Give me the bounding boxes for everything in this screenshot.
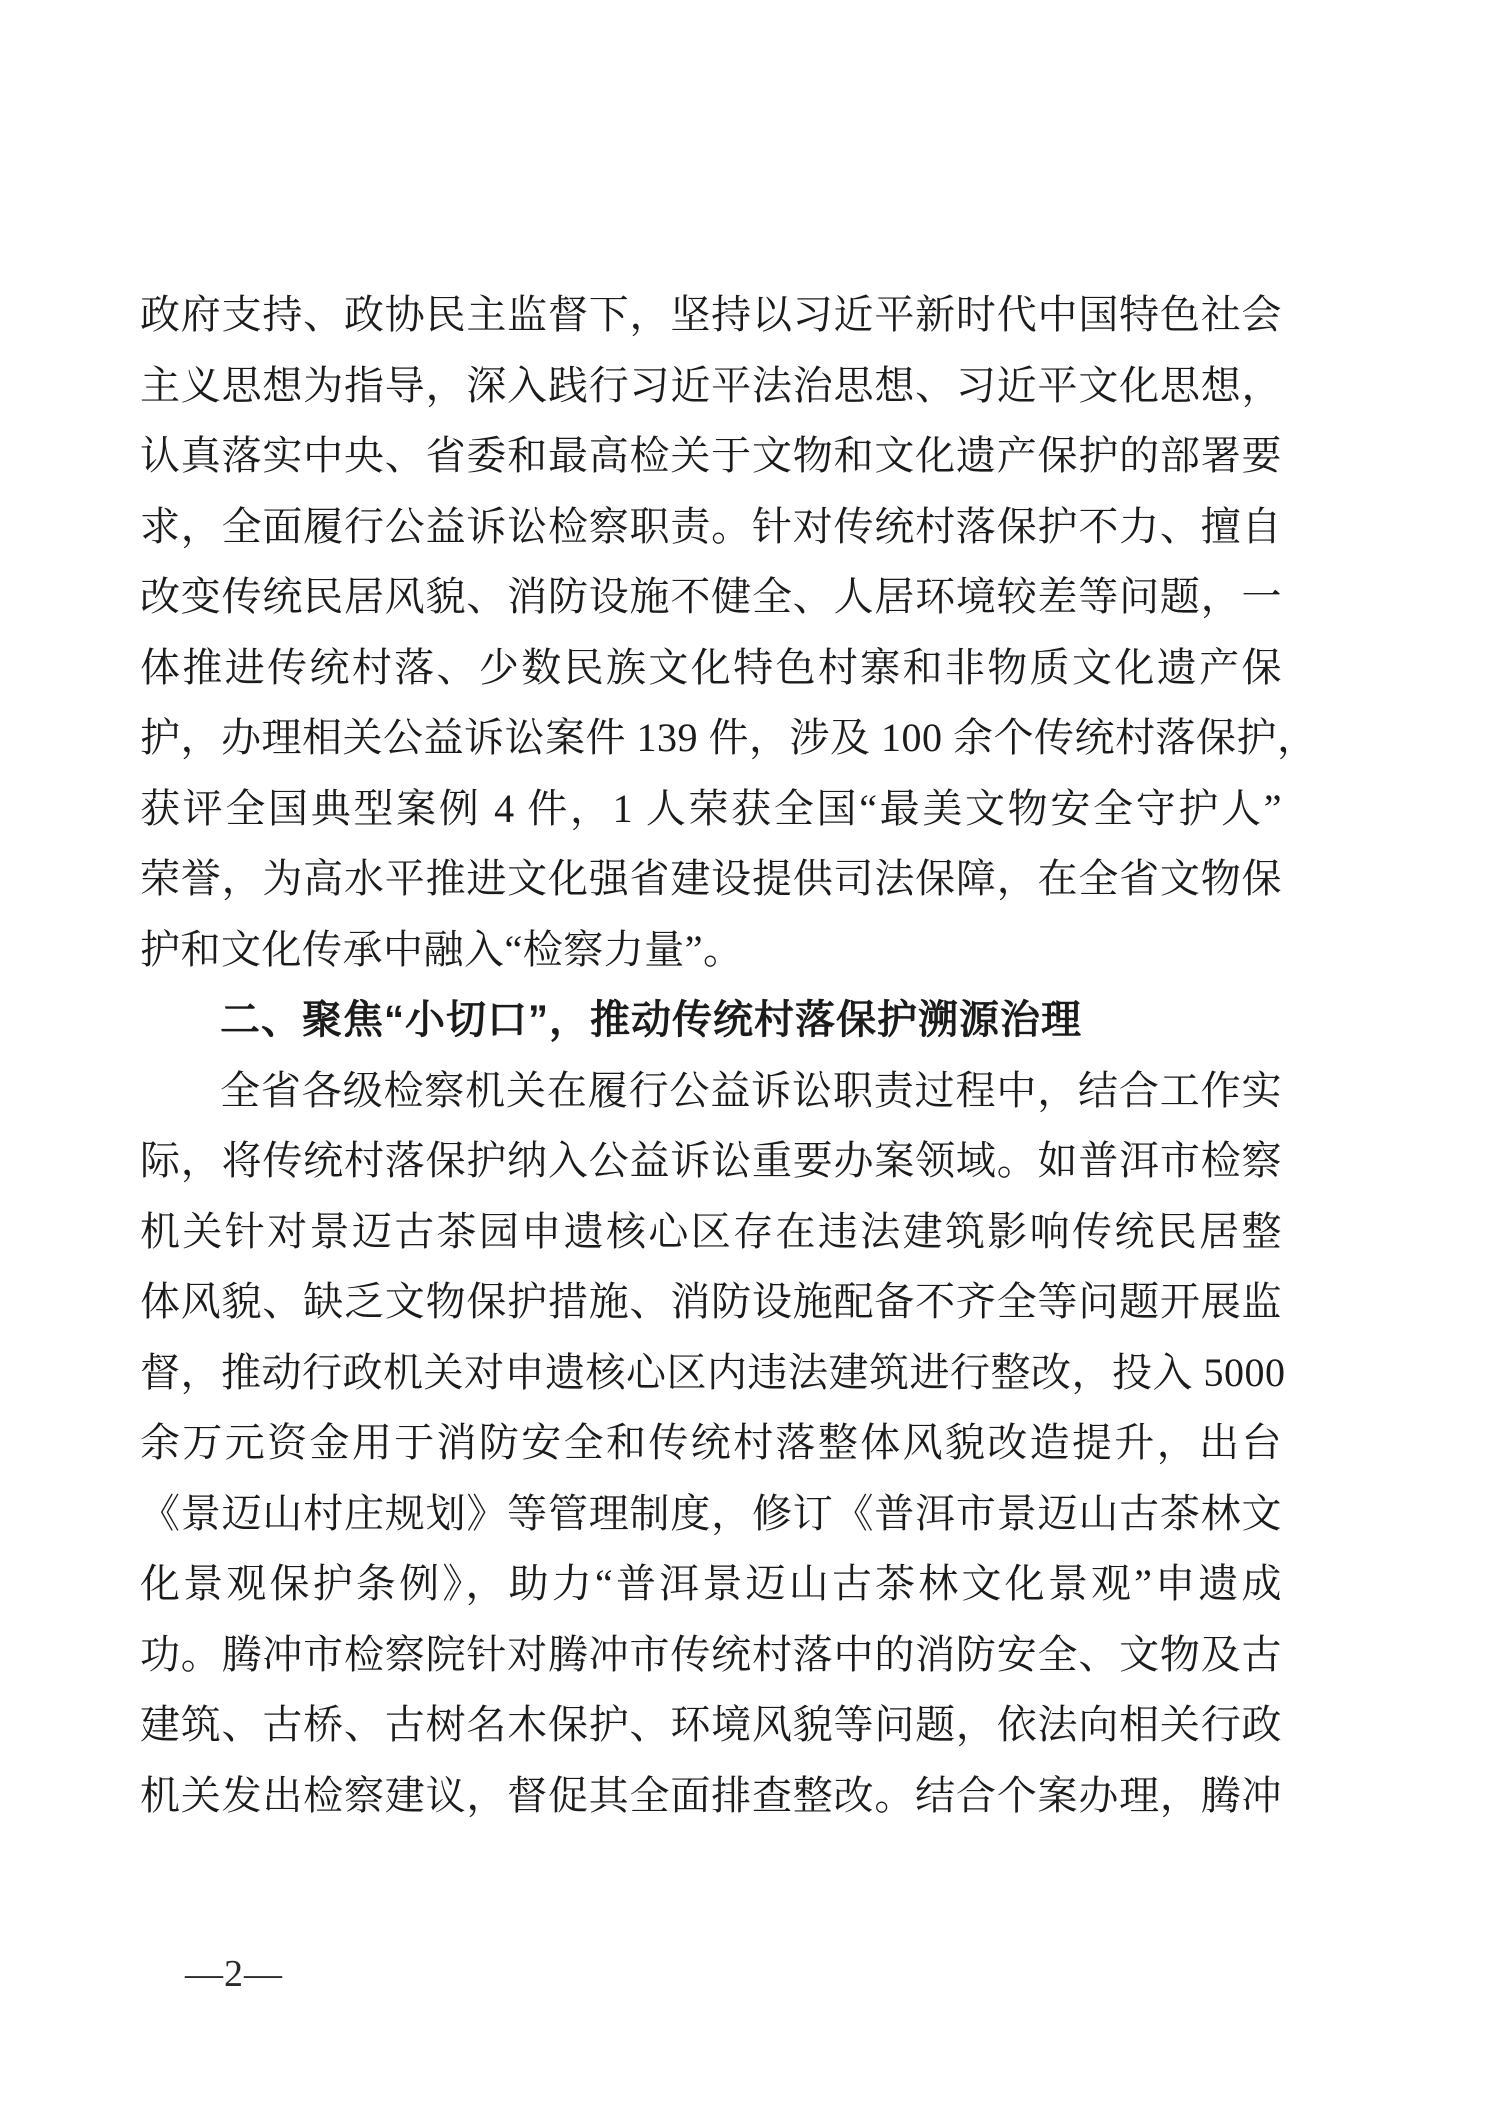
- text-line: 机关针对景迈古茶园申遗核心区存在违法建筑影响传统民居整: [140, 1208, 1282, 1254]
- text-line: 机关发出检察建议，督促其全面排查整改。结合个案办理，腾冲: [140, 1772, 1282, 1818]
- text-line: 建筑、古桥、古树名木保护、环境风貌等问题，依法向相关行政: [140, 1702, 1282, 1747]
- text-line: 体推进传统村落、少数民族文化特色村寨和非物质文化遗产保: [140, 644, 1282, 690]
- text-line: 《景迈山村庄规划》等管理制度，修订《普洱市景迈山古茶林文: [140, 1490, 1282, 1536]
- page-number: —2—: [185, 1953, 283, 1995]
- text-line: 化景观保护条例》，助力“普洱景迈山古茶林文化景观”申遗成: [140, 1561, 1282, 1606]
- section-heading: 二、聚焦“小切口”，推动传统村落保护溯源治理: [220, 998, 1082, 1042]
- text-line: 督，推动行政机关对申遗核心区内违法建筑进行整改，投入 5000: [140, 1349, 1286, 1395]
- text-line: 认真落实中央、省委和最高检关于文物和文化遗产保护的部署要: [140, 433, 1282, 478]
- text-line: 改变传统民居风貌、消防设施不健全、人居环境较差等问题，一: [140, 574, 1282, 619]
- text-line: 体风貌、缺乏文物保护措施、消防设施配备不齐全等问题开展监: [140, 1279, 1282, 1324]
- document-body: [140, 280, 1318, 1831]
- text-line: 功。腾冲市检察院针对腾冲市传统村落中的消防安全、文物及古: [140, 1631, 1282, 1677]
- text-line: 护和文化传承中融入“检察力量”。: [140, 926, 744, 972]
- text-line: 荣誉，为高水平推进文化强省建设提供司法保障，在全省文物保: [140, 856, 1282, 901]
- text-line: 主义思想为指导，深入践行习近平法治思想、习近平文化思想，: [140, 362, 1282, 408]
- text-line: 全省各级检察机关在履行公益诉讼职责过程中，结合工作实: [220, 1067, 1282, 1113]
- text-line: 获评全国典型案例 4 件，1 人荣获全国“最美文物安全守护人”: [140, 785, 1282, 831]
- text-line: 求，全面履行公益诉讼检察职责。针对传统村落保护不力、擅自: [140, 503, 1282, 549]
- text-line: 际，将传统村落保护纳入公益诉讼重要办案领域。如普洱市检察: [140, 1138, 1282, 1183]
- text-line: 政府支持、政协民主监督下，坚持以习近平新时代中国特色社会: [140, 292, 1282, 337]
- text-line: 余万元资金用于消防安全和传统村落整体风貌改造提升，出台: [140, 1420, 1282, 1465]
- text-line: 护，办理相关公益诉讼案件 139 件，涉及 100 余个传统村落保护，: [140, 715, 1318, 760]
